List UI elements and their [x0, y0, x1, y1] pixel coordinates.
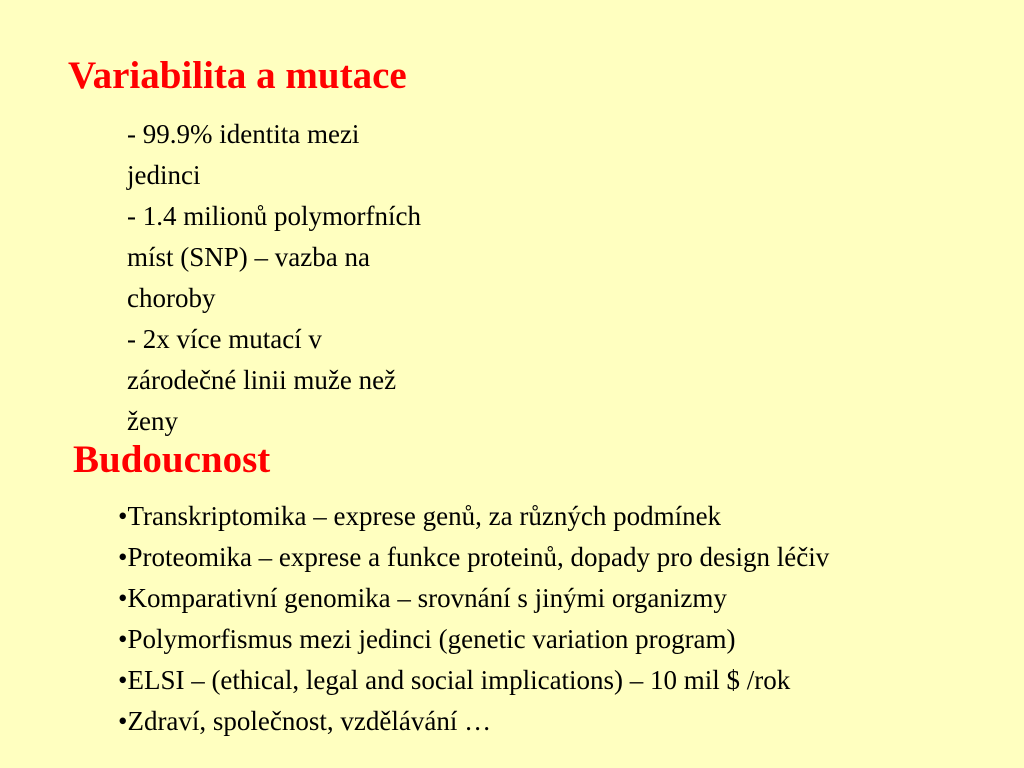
text-line: ženy — [127, 406, 178, 436]
text-line: - 2x více mutací v — [127, 324, 322, 354]
list-item: •Transkriptomika – exprese genů, za různých podmínek — [118, 501, 722, 531]
text-line: choroby — [127, 283, 216, 313]
text-line: zárodečné linii muže než — [127, 365, 397, 395]
section-title-variabilita: Variabilita a mutace — [68, 54, 407, 97]
variability-text-block — [127, 114, 517, 442]
text-line: - 1.4 milionů polymorfních — [127, 201, 421, 231]
list-item: •Zdraví, společnost, vzdělávání … — [118, 706, 492, 736]
section-title-budoucnost: Budoucnost — [73, 438, 271, 481]
list-item: •Proteomika – exprese a funkce proteinů, dopady pro design léčiv — [118, 542, 830, 572]
list-item: •Komparativní genomika – srovnání s jinými organizmy — [118, 583, 727, 613]
text-line: jedinci — [127, 160, 201, 190]
future-bullet-list — [118, 496, 1024, 742]
list-item: •ELSI – (ethical, legal and social implications) – 10 mil $ /rok — [118, 665, 791, 695]
text-line: - 99.9% identita mezi — [127, 119, 360, 149]
list-item: •Polymorfismus mezi jedinci (genetic variation program) — [118, 624, 736, 654]
text-line: míst (SNP) – vazba na — [127, 242, 370, 272]
